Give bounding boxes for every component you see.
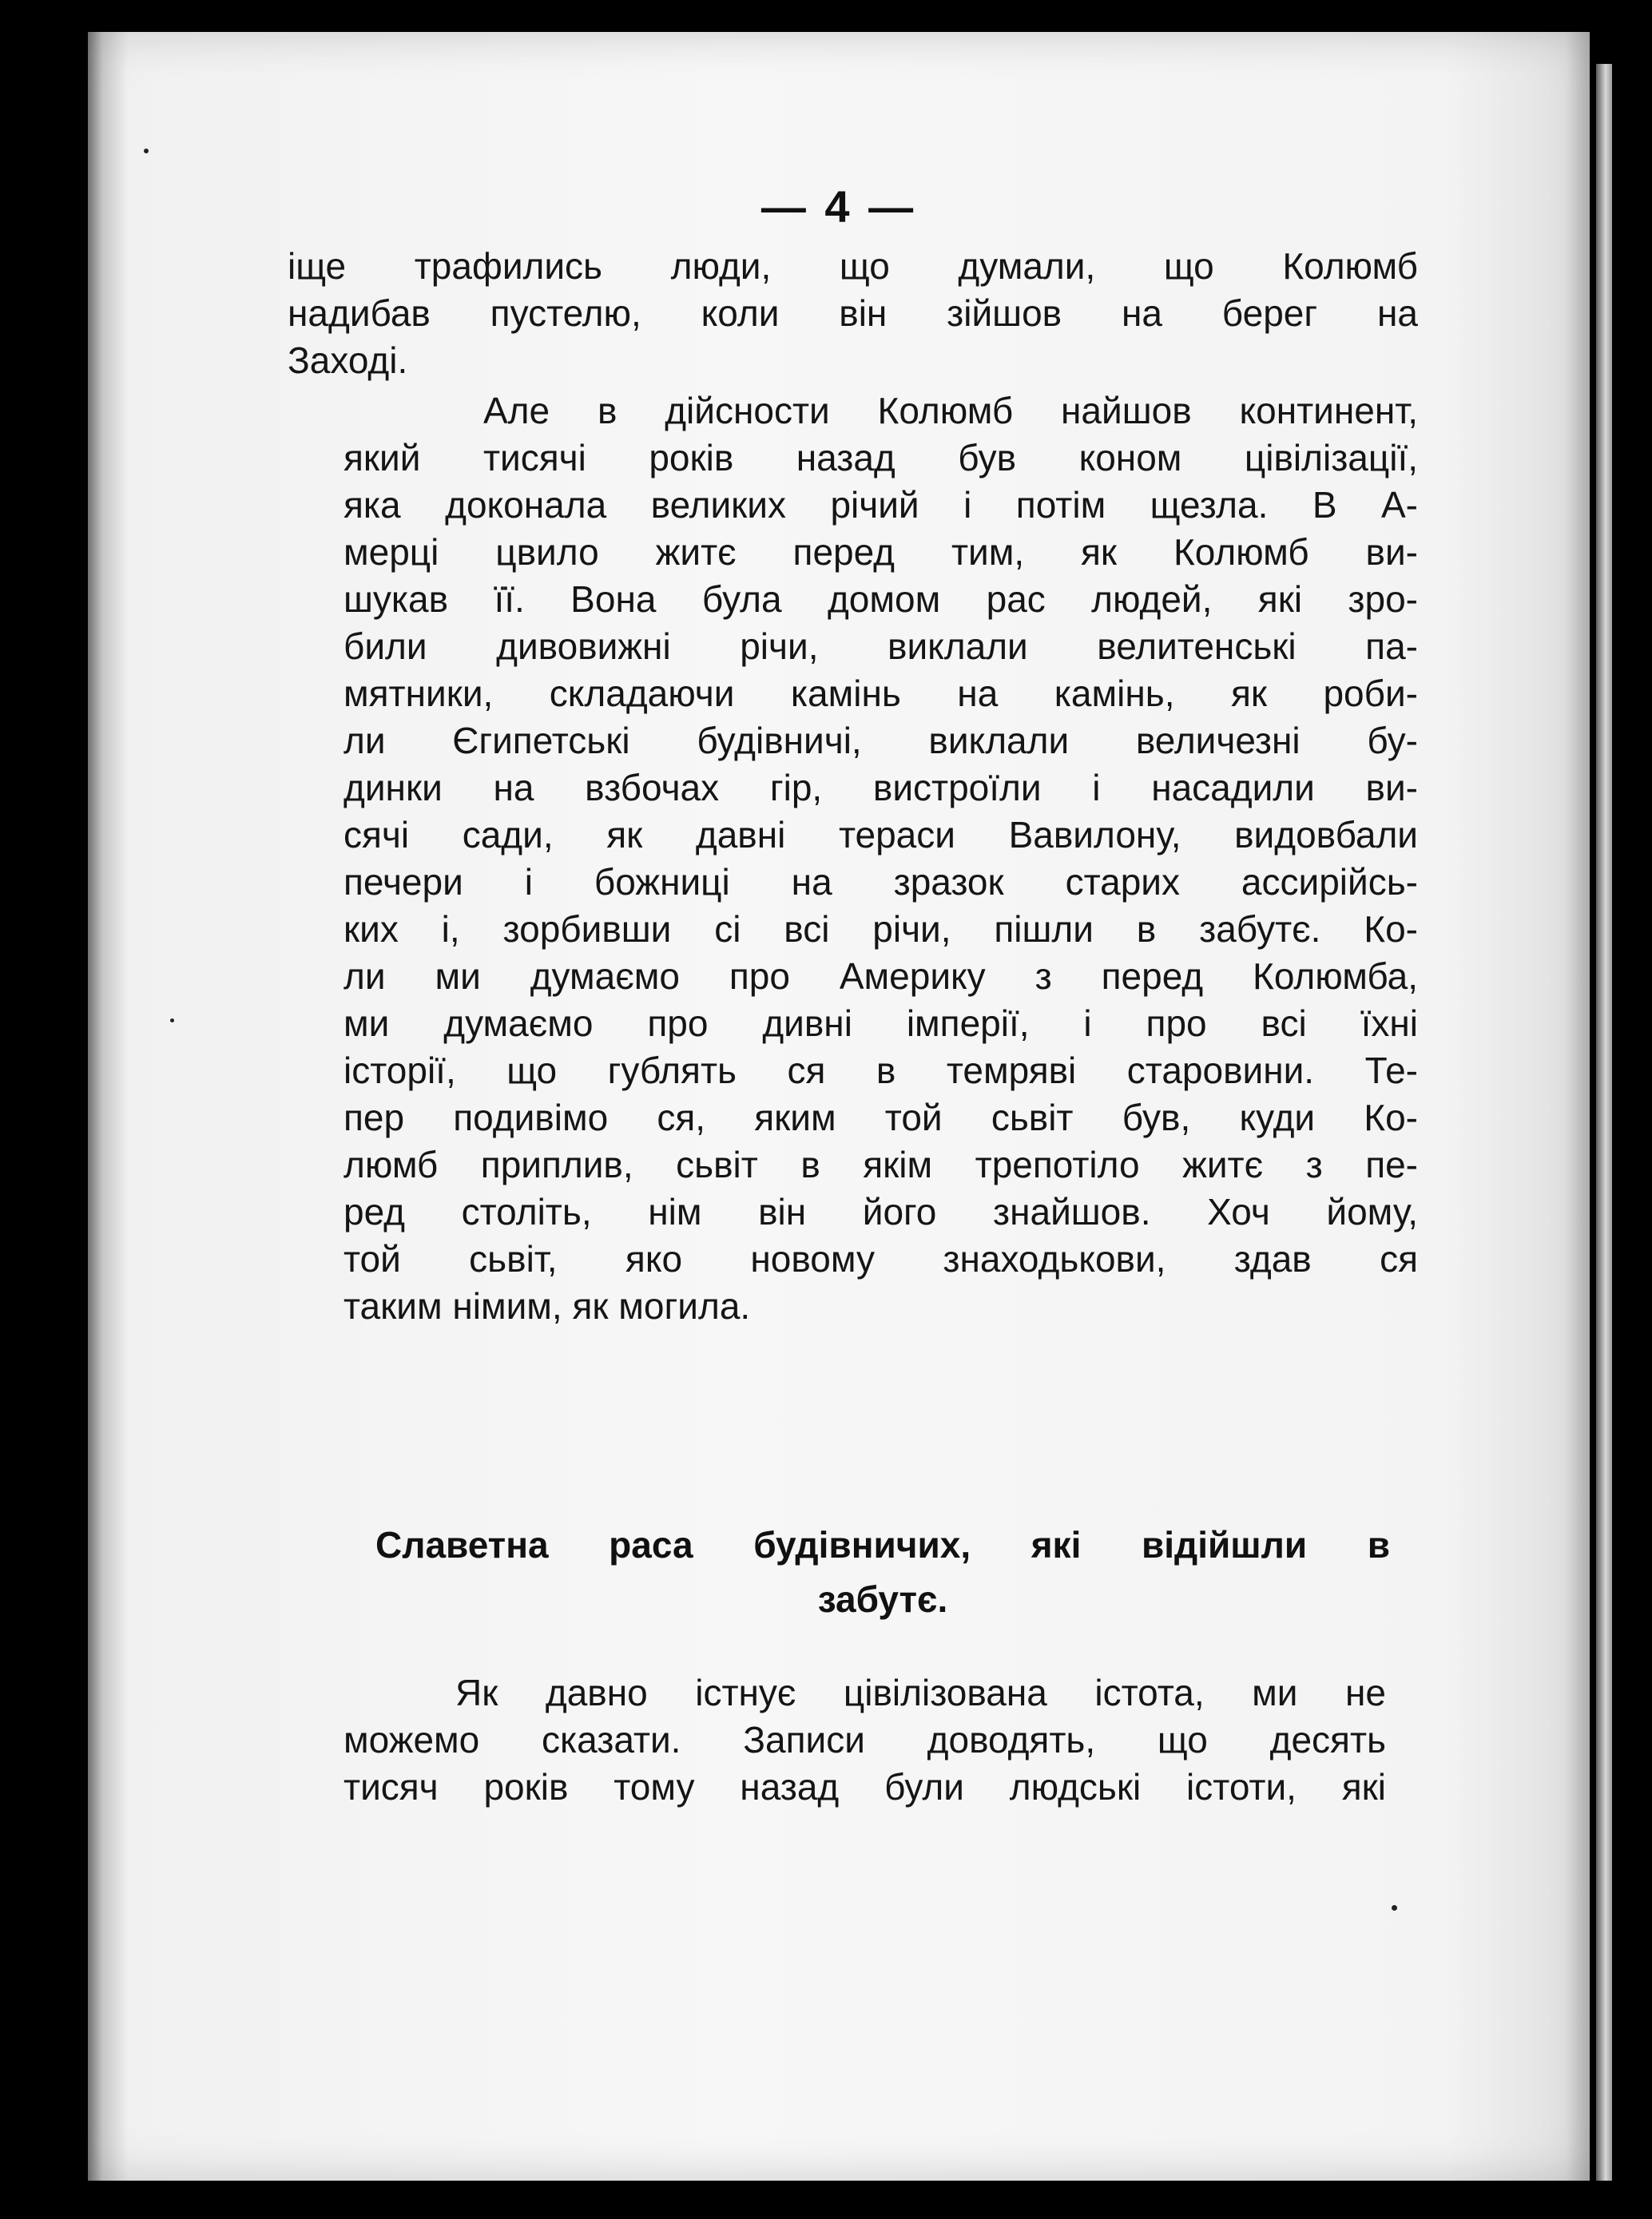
text-line: можемо сказати. Записи доводять, що десять xyxy=(344,1719,1386,1761)
text-line: ред століть, нім він його знайшов. Хоч йому, xyxy=(344,1191,1418,1233)
text-line: шукав її. Вона була домом рас людей, які зро- xyxy=(344,578,1418,620)
text-line: сячі сади, як давні тераси Вавилону, видовбали xyxy=(344,814,1418,855)
text-line: ли ми думаємо про Америку з перед Колюмба, xyxy=(344,955,1418,997)
text-line: ми думаємо про дивні імперії, і про всі їхні xyxy=(344,1002,1418,1044)
text-line: надибав пустелю, коли він зійшов на берег на xyxy=(288,292,1418,334)
text-line: люмб приплив, сьвіт в якім трепотіло житє з пе- xyxy=(344,1144,1418,1185)
dust-speck xyxy=(1392,1905,1397,1911)
page-number: — 4 — xyxy=(760,181,917,232)
text-line: який тисячі років назад був коном цівілізації, xyxy=(344,437,1418,478)
text-line: пер подивімо ся, яким той сьвіт був, куди Ко- xyxy=(344,1097,1418,1138)
paragraph-america xyxy=(344,387,1418,1330)
dust-speck xyxy=(170,1018,174,1022)
text-line: яка доконала великих річий і потім щезла. В А- xyxy=(344,484,1418,526)
heading-line: Славетна раса будівничих, які відійшли в xyxy=(375,1524,1390,1566)
dust-speck xyxy=(144,149,149,153)
text-line: ких і, зорбивши сі всі річи, пішли в забутє. Ко- xyxy=(344,908,1418,950)
paragraph-continuation xyxy=(288,243,1418,384)
text-line: динки на взбочах гір, вистроїли і насадили ви- xyxy=(344,767,1418,808)
text-line: Як давно істнує цівілізована істота, ми не xyxy=(455,1672,1386,1713)
text-line: мерці цвило житє перед тим, як Колюмб ви- xyxy=(344,531,1418,573)
text-line: Заході. xyxy=(288,339,408,381)
text-line: таким німим, як могила. xyxy=(344,1285,751,1327)
text-line: ли Єгипетські будівничі, виклали величезні бу- xyxy=(344,720,1418,761)
text-line: тисяч років тому назад були людські істоти, які xyxy=(344,1766,1386,1808)
text-line: той сьвіт, яко новому знаходькови, здав ся xyxy=(344,1238,1418,1280)
heading-line: забутє. xyxy=(817,1578,948,1620)
next-page-edge xyxy=(1596,64,1612,2181)
text-line: били дивовижні річи, виклали велитенські па- xyxy=(344,625,1418,667)
text-line: мятники, складаючи камінь на камінь, як роби- xyxy=(344,673,1418,714)
text-line: Але в дійсности Колюмб найшов континент, xyxy=(483,390,1418,431)
section-heading xyxy=(375,1518,1390,1626)
paragraph-civilization xyxy=(344,1669,1386,1811)
text-line: іще трафились люди, що думали, що Колюмб xyxy=(288,245,1418,287)
text-line: печери і божниці на зразок старих ассирійсь- xyxy=(344,861,1418,903)
text-line: історії, що гублять ся в темряві старовини. Те- xyxy=(344,1050,1418,1091)
